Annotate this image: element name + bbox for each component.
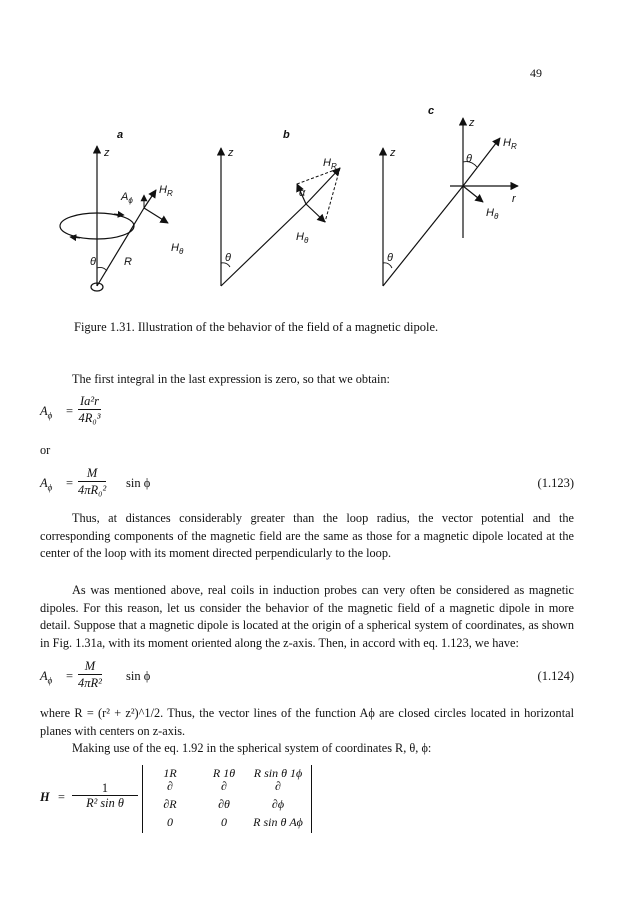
paragraph-4: where R = (r² + z²)^1/2. Thus, the vector lines of the function Aϕ are closed circles located in horizontal planes with centers on z-axis. [40,706,574,738]
eq1-lhs: $A_\phi$ [40,404,53,421]
panel-a-aphi-label: $A_\phi$ [121,191,133,205]
curl-determinant: H = $\frac{1}{\text{R² sin θ}}$ 1R R 1θ R sin θ 1ϕ ∂ ∂ ∂ ∂R ∂θ ∂ϕ 0 0 R sin θ Aϕ [40,765,340,835]
eq1-fraction: $\frac{\text{Ia²r}}{\text{4R₀³}}$ [78,394,101,425]
eq3-fraction: $\frac{M}{\text{4πR²}}$ [78,659,102,690]
panel-a-hr-arrow [144,190,156,208]
panel-a-hr-label: $H_R$ [159,184,173,198]
panel-a-theta-label: θ [90,256,96,268]
panel-b-htheta-arrow [306,204,325,222]
equation-number-1-124: (1.124) [537,669,574,683]
panel-a-theta-arc [97,267,107,271]
panel-b-hr-label: $H_R$ [323,157,337,171]
panel-b-hr-arrow [306,168,340,204]
paragraph-1: The first integral in the last expression is zero, so that we obtain: [72,372,390,386]
equation-number-1-123: (1.123) [537,476,574,490]
panel-b [221,129,340,286]
equation-1: $A_\phi$ = $\frac{\text{Ia²r}}{\text{4R₀³}}$ [40,394,101,425]
paragraph-5: Making use of the eq. 1.92 in the spherical system of coordinates R, θ, ϕ: [72,741,432,755]
page-number: 49 [530,66,542,80]
panel-a-htheta-label: $H_\theta$ [171,242,184,256]
dipole-figure-svg [40,98,580,308]
panel-a-z-label: z [104,147,110,159]
panel-c-z-label: z [390,147,396,159]
panel-c-hr-label: $H_R$ [503,137,517,151]
determinant-matrix: 1R R 1θ R sin θ 1ϕ ∂ ∂ ∂ ∂R ∂θ ∂ϕ 0 0 R sin θ Aϕ [142,765,312,833]
or-text: or [40,443,51,457]
panel-a [60,129,184,291]
panel-b-theta-label: θ [225,252,231,264]
panel-c-theta-top-label: θ [466,153,472,165]
panel-b-label: b [283,129,290,141]
panel-b-radius-line [221,204,306,286]
panel-c-r-label: r [512,193,516,205]
panel-a-htheta-arrow [144,208,168,223]
panel-c-htheta-arrow [463,186,483,202]
determinant-prefactor: $\frac{1}{\text{R² sin θ}}$ [72,782,138,811]
paragraph-2: Thus, at distances considerably greater than the loop radius, the vector potential and the corresponding components of the magnetic field are the same as those for a magnetic dipole located at the center of the loop with its moment directed perpendicularly to the loop. [40,511,574,561]
paragraph-3: As was mentioned above, real coils in induction probes can very often be considered as magnetic dipoles. For this reason, let us consider the behavior of the magnetic field of a magnetic dipole in more detail. Suppose that a magnetic dipole is located at the origin of a spherical system of coordinates, as shown in Fig. 1.31a, with its moment oriented along the z-axis. Then, in accord with eq. 1.123, we have: [40,583,574,650]
panel-b-htheta-label: $H_\theta$ [296,231,309,245]
panel-c-htheta-label: $H_\theta$ [486,207,499,221]
equation-1-123: $A_\phi$ = $\frac{M}{\text{4πR₀²}}$ sin ϕ (1.123) [40,466,574,497]
panel-c-theta-label: θ [387,252,393,264]
panel-c-radius-line [383,186,463,286]
panel-a-radius-line [97,208,144,286]
panel-c-local-z-label: z [469,117,475,129]
panel-b-z-label: z [228,147,234,159]
dipole-figure [40,98,580,308]
panel-b-alpha-label: α [299,187,306,199]
panel-c-label: c [428,105,435,117]
figure-caption: Figure 1.31. Illustration of the behavior of the field of a magnetic dipole. [74,320,439,334]
panel-c [383,105,518,286]
panel-a-label: a [117,129,124,141]
equation-1-124: $A_\phi$ = $\frac{M}{\text{4πR²}}$ sin ϕ (1.124) [40,659,574,690]
panel-a-r-label: R [124,256,132,268]
eq2-fraction: $\frac{M}{\text{4πR₀²}}$ [78,466,107,497]
